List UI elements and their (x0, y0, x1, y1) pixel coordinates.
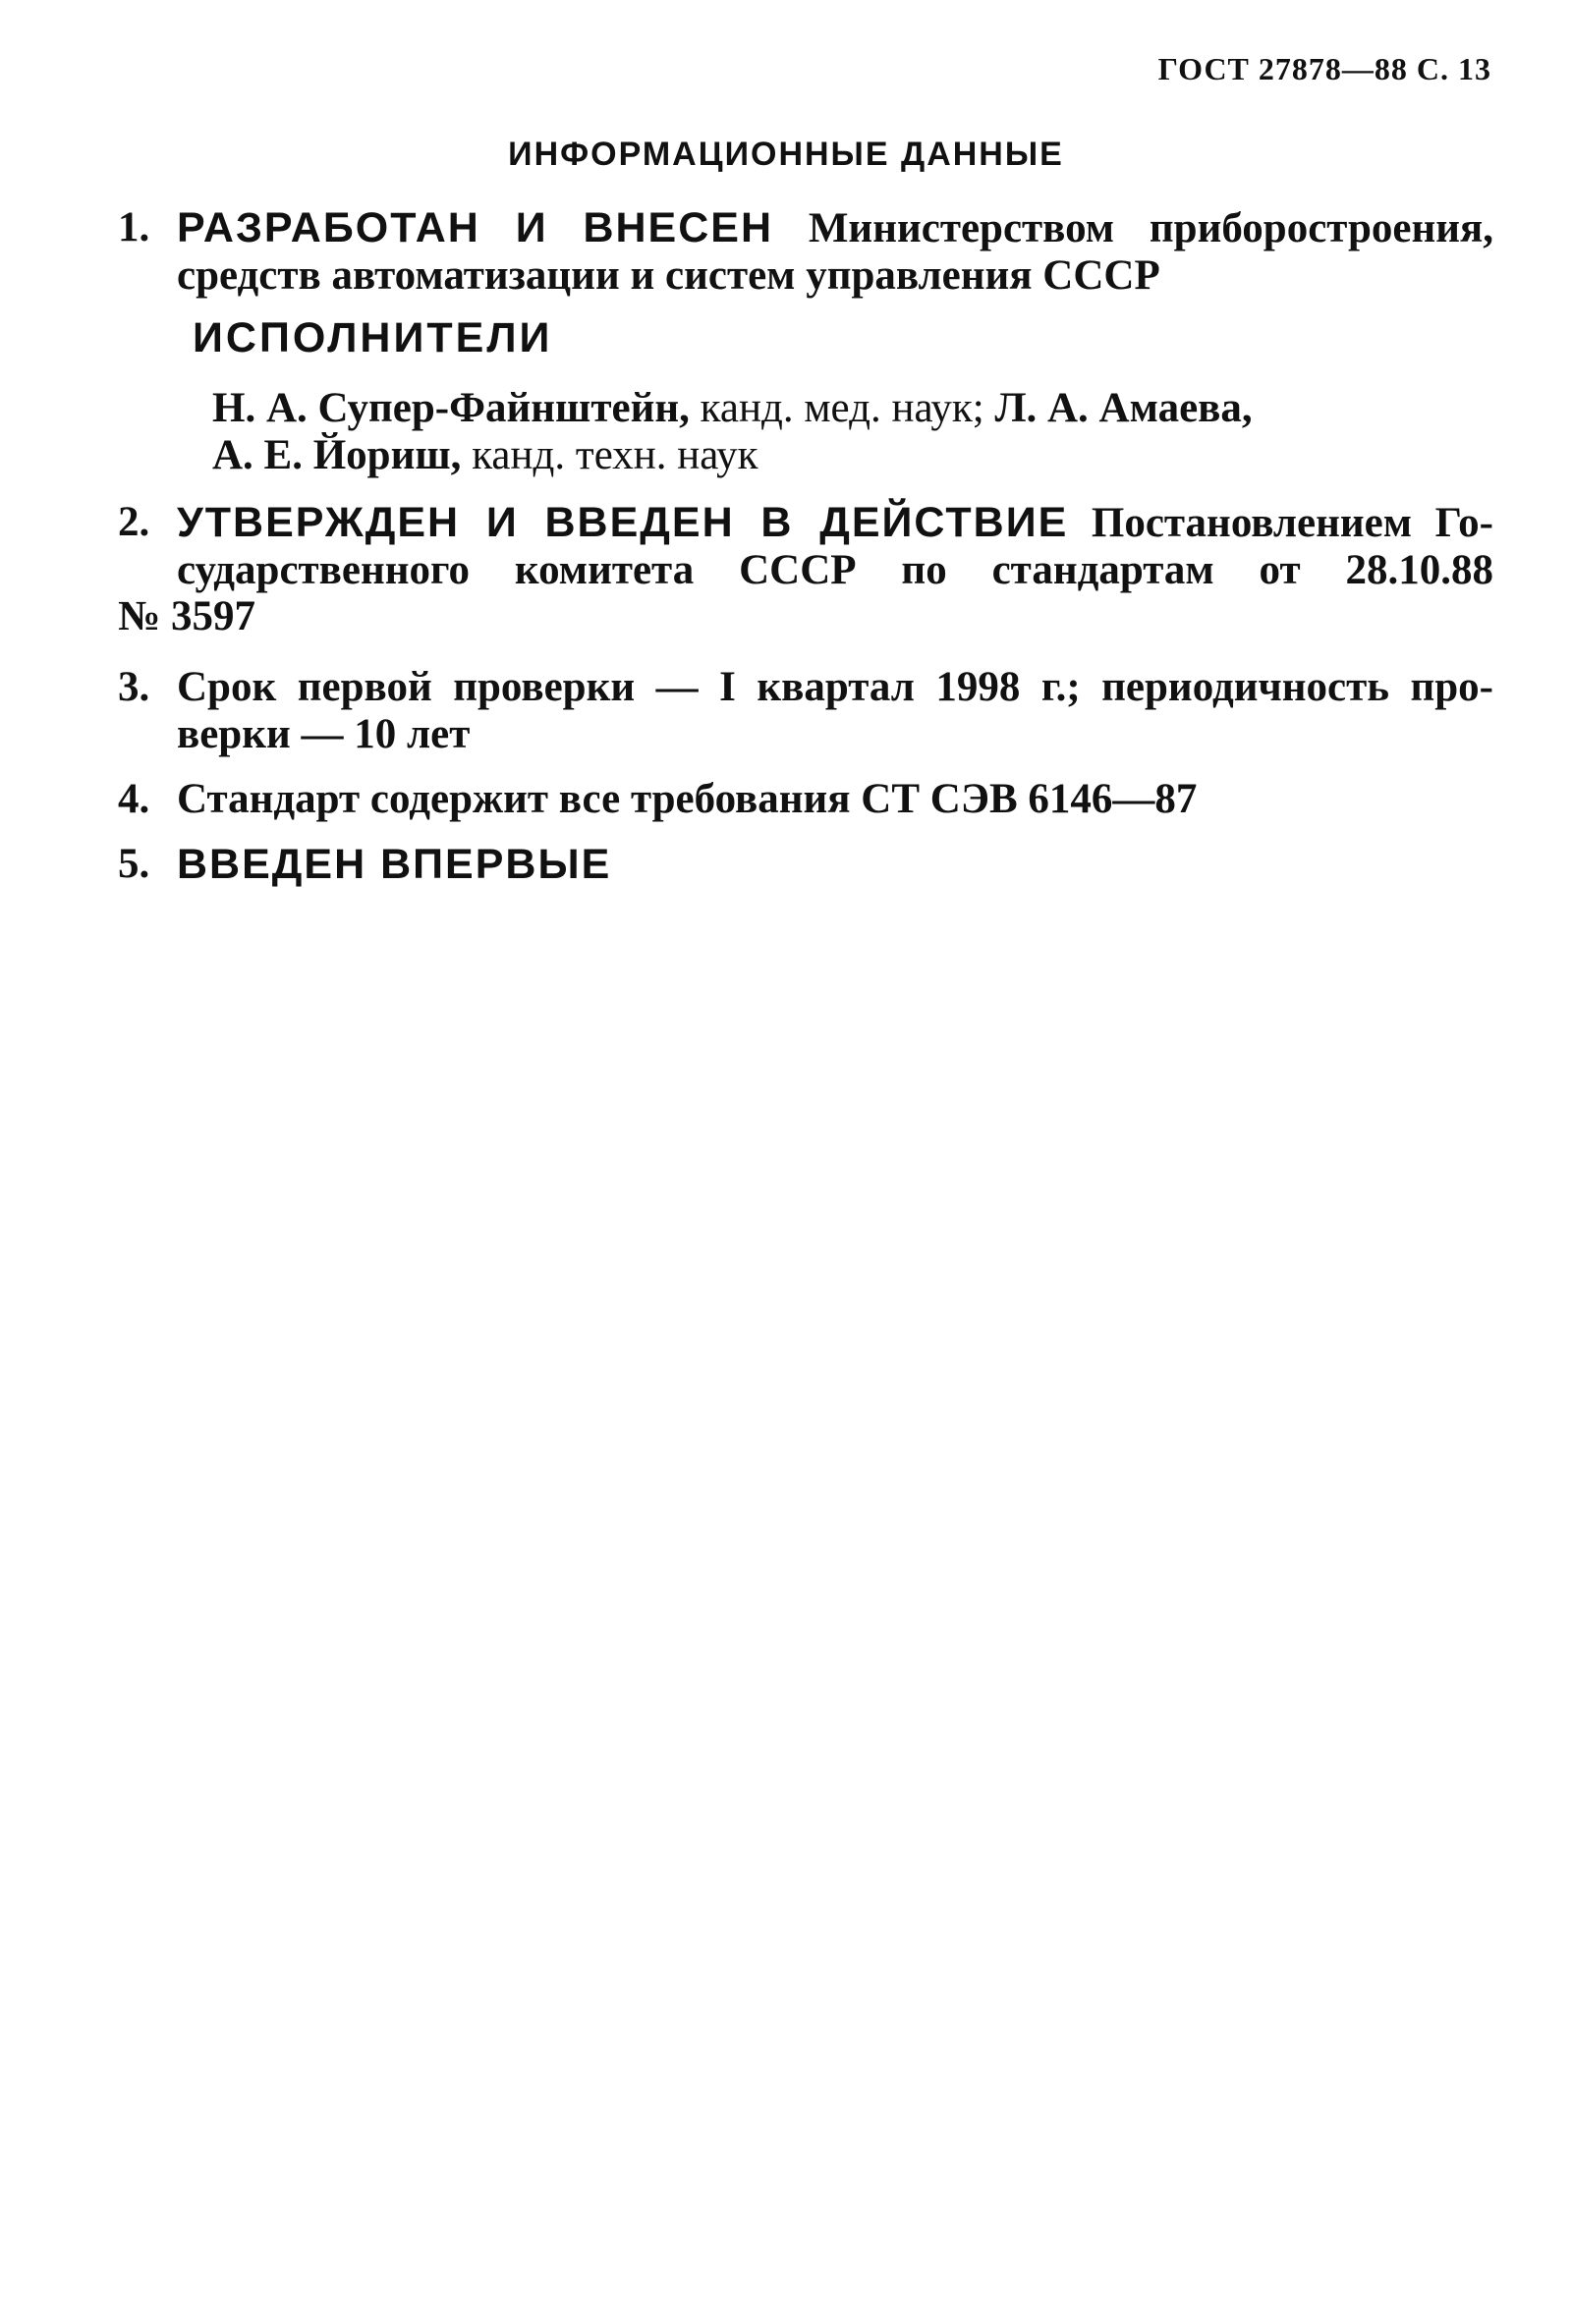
item-2-number: 2. (118, 499, 150, 545)
item-2-line-1 (177, 499, 1493, 547)
item-2-body (177, 499, 1493, 594)
item-3-body (177, 664, 1493, 711)
executor-3-degree: канд. техн. наук (472, 432, 758, 478)
executors-heading: ИСПОЛНИТЕЛИ (193, 314, 553, 361)
item-1-lead-b: И (515, 204, 548, 251)
item-4-number: 4. (118, 776, 150, 822)
item-1-lead-c: ВНЕСЕН (583, 204, 774, 251)
item-1-body (177, 204, 1493, 300)
item-2-lead: УТВЕРЖДЕН И ВВЕДЕН В ДЕЙСТВИЕ (177, 499, 1069, 546)
item-1-line-2: средств автоматизации и систем управления СССР (177, 252, 1160, 299)
item-1-number: 1. (118, 204, 150, 250)
item-1-text-1: Министерством приборостроения, (808, 205, 1494, 251)
item-3-line-1: Срок первой проверки — I квартал 1998 г.; периодичность про- (177, 664, 1493, 710)
item-2 (118, 499, 1493, 594)
item-5-body (177, 841, 1493, 888)
item-5-text: ВВЕДЕН ВПЕРВЫЕ (177, 841, 612, 888)
item-1-lead-a: РАЗРАБОТАН (177, 204, 480, 251)
item-5 (118, 841, 1493, 888)
item-1 (118, 204, 1493, 300)
item-4 (118, 776, 1493, 823)
item-2-text-1: Постановлением Го- (1091, 500, 1493, 546)
section-title: ИНФОРМАЦИОННЫЕ ДАННЫЕ (508, 136, 1064, 173)
item-4-body (177, 776, 1493, 823)
item-2-line-3: № 3597 (118, 593, 255, 639)
executor-3-name: А. Е. Йориш, (212, 432, 462, 478)
item-3-number: 3. (118, 664, 150, 710)
item-2-line-2: сударственного комитета СССР по стандартам от 28.10.88 (177, 547, 1493, 593)
executor-1-name: Н. А. Супер-Файнштейн, (212, 385, 690, 431)
page-reference: ГОСТ 27878—88 С. 13 (1157, 51, 1491, 86)
item-1-line-1 (177, 204, 1493, 252)
executor-1-degree: канд. мед. наук; (700, 385, 984, 431)
item-4-text: Стандарт содержит все требования СТ СЭВ 6146—87 (177, 776, 1198, 822)
executors-line-1 (212, 385, 1253, 432)
executor-2-name: Л. А. Амаева, (994, 385, 1253, 431)
executors-line-2 (212, 432, 1253, 479)
item-3-line-2: верки — 10 лет (177, 711, 471, 757)
executors-list (212, 385, 1253, 479)
item-5-number: 5. (118, 841, 150, 887)
item-3 (118, 664, 1493, 711)
